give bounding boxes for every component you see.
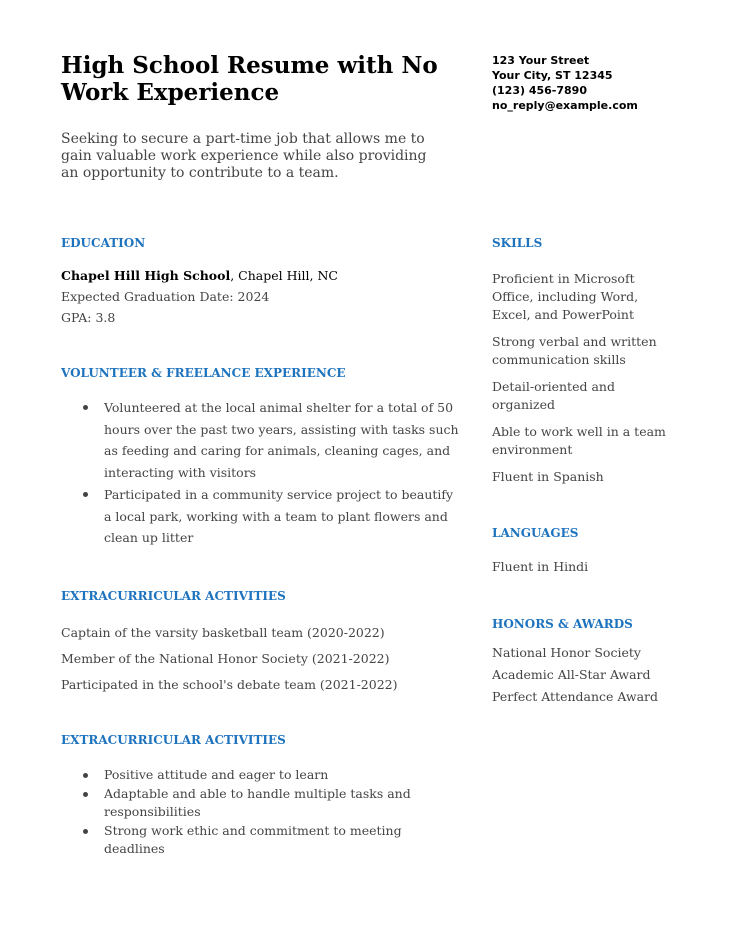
bullet-icon xyxy=(83,829,88,834)
language-item: Fluent in Hindi xyxy=(492,559,589,574)
list-item: Adaptable and able to handle multiple tasks and responsibilities xyxy=(61,785,421,822)
skill-item: Detail-oriented and organized xyxy=(492,379,615,412)
education-heading: EDUCATION xyxy=(61,236,146,250)
contact-block xyxy=(492,53,692,113)
education-graduation: Expected Graduation Date: 2024 xyxy=(61,289,270,304)
skills-heading: SKILLS xyxy=(492,236,543,250)
skill-item: Able to work well in a team environment xyxy=(492,424,666,457)
list-item: Volunteered at the local animal shelter for a total of 50 hours over the past two years, assisting with tasks such as feeding and caring for animals, cleaning cages, and interacting with visitors xyxy=(61,397,461,484)
bullet-icon xyxy=(83,792,88,797)
extracurricular-item: Member of the National Honor Society (2021-2022) xyxy=(61,651,390,666)
honor-item: National Honor Society xyxy=(492,645,641,660)
extracurricular-heading: EXTRACURRICULAR ACTIVITIES xyxy=(61,589,286,603)
skills-list xyxy=(492,270,672,495)
education-school-line xyxy=(61,268,338,283)
education-school: Chapel Hill High School xyxy=(61,268,231,283)
contact-city: Your City, ST 12345 xyxy=(492,69,613,82)
extracurricular-item: Participated in the school's debate team (2021-2022) xyxy=(61,677,398,692)
contact-street: 123 Your Street xyxy=(492,54,590,67)
list-item: Positive attitude and eager to learn xyxy=(61,766,421,785)
extracurricular2-heading: EXTRACURRICULAR ACTIVITIES xyxy=(61,733,286,747)
extracurricular-item: Captain of the varsity basketball team (2020-2022) xyxy=(61,625,385,640)
list-item: Strong work ethic and commitment to meeting deadlines xyxy=(61,822,421,859)
summary: Seeking to secure a part-time job that allows me to gain valuable work experience while also providing an opportunity to contribute to a team. xyxy=(61,131,427,181)
volunteer-list xyxy=(61,397,461,549)
contact-email: no_reply@example.com xyxy=(492,99,638,112)
skill-item: Fluent in Spanish xyxy=(492,469,604,484)
resume-title: High School Resume with No Work Experience xyxy=(61,52,438,106)
skill-item: Proficient in Microsoft Office, including Word, Excel, and PowerPoint xyxy=(492,271,639,322)
skill-item: Strong verbal and written communication skills xyxy=(492,334,657,367)
contact-phone: (123) 456-7890 xyxy=(492,84,587,97)
bullet-icon xyxy=(83,492,88,497)
honor-item: Academic All-Star Award xyxy=(492,667,651,682)
bullet-icon xyxy=(83,773,88,778)
honor-item: Perfect Attendance Award xyxy=(492,689,659,704)
list-item: Participated in a community service project to beautify a local park, working with a team to plant flowers and clean up litter xyxy=(61,484,461,549)
education-location: , Chapel Hill, NC xyxy=(230,268,338,283)
extracurricular2-list xyxy=(61,766,421,859)
education-gpa: GPA: 3.8 xyxy=(61,310,116,325)
bullet-icon xyxy=(83,405,88,410)
honors-heading: HONORS & AWARDS xyxy=(492,617,633,631)
volunteer-heading: VOLUNTEER & FREELANCE EXPERIENCE xyxy=(61,366,346,380)
languages-heading: LANGUAGES xyxy=(492,526,579,540)
